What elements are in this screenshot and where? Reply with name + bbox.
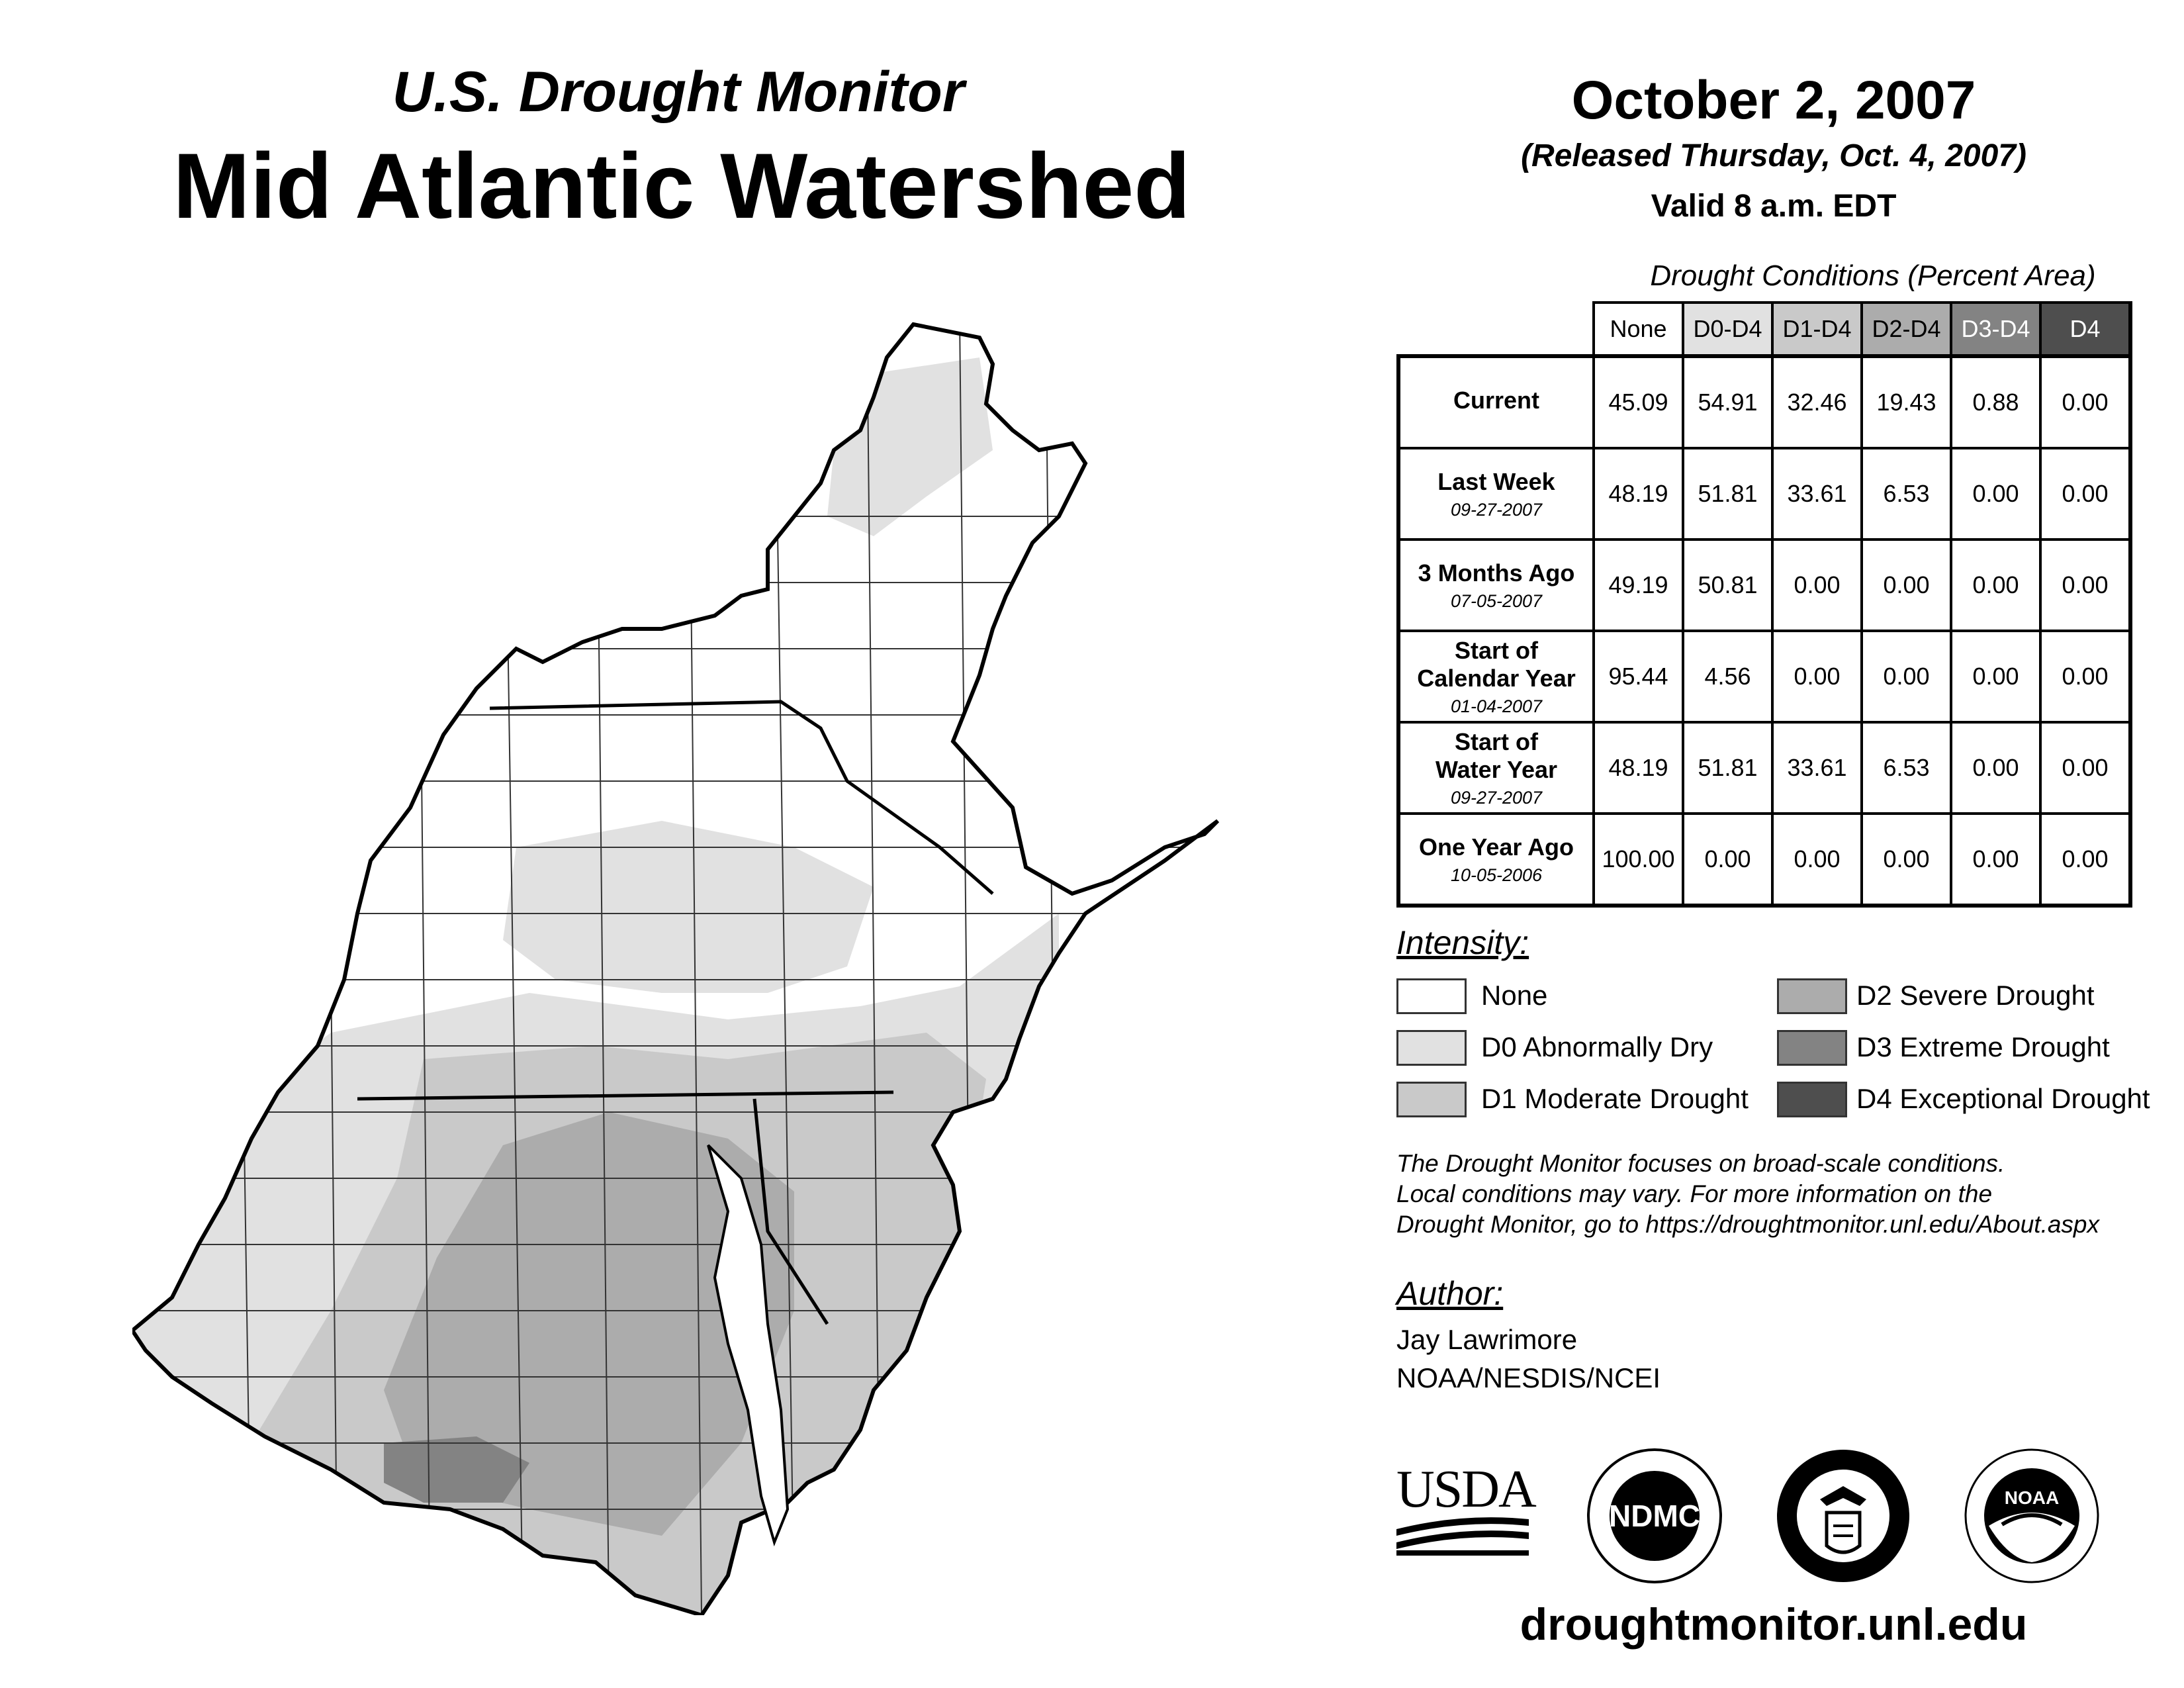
legend-label: None	[1481, 980, 1548, 1011]
noaa-logo	[1962, 1446, 2101, 1585]
commerce-logo	[1774, 1446, 1913, 1585]
legend-swatch-d1	[1396, 1082, 1467, 1117]
row-label-text: Last Week	[1437, 467, 1555, 495]
table-row	[1398, 631, 2130, 722]
table-cell: 0.00	[2040, 539, 2130, 631]
table-cell: 0.00	[1951, 448, 2040, 539]
table-cell: 0.00	[1862, 539, 1951, 631]
ndmc-logo-text: NDMC	[1609, 1499, 1700, 1533]
table-cell: 0.00	[1951, 539, 2040, 631]
noaa-logo-text: NOAA	[2004, 1487, 2060, 1508]
legend-label: D3 Extreme Drought	[1856, 1031, 2110, 1062]
legend-label: D0 Abnormally Dry	[1481, 1031, 1713, 1062]
disclaimer-note	[1396, 1149, 2164, 1240]
legend-swatch-d0	[1396, 1030, 1467, 1066]
table-cell: 19.43	[1862, 356, 1951, 448]
usda-logo-text: USDA	[1396, 1460, 1535, 1519]
row-date: 07-05-2007	[1450, 590, 1543, 611]
row-date: 09-27-2007	[1450, 499, 1543, 520]
table-cell: 33.61	[1772, 722, 1862, 814]
table-cell: 51.81	[1683, 448, 1772, 539]
table-cell: 0.88	[1951, 356, 2040, 448]
table-cell: 0.00	[1862, 631, 1951, 722]
legend-swatch-d4	[1777, 1082, 1847, 1117]
row-date: 01-04-2007	[1450, 696, 1543, 716]
table-cell: 0.00	[1772, 539, 1862, 631]
column-header: D2-D4	[1862, 303, 1951, 356]
row-label	[1398, 539, 1594, 631]
legend-swatch-none	[1396, 978, 1467, 1014]
table-corner	[1398, 303, 1594, 356]
row-label-text: Current	[1453, 387, 1539, 414]
table-cell: 0.00	[2040, 356, 2130, 448]
table-cell: 0.00	[2040, 722, 2130, 814]
table-cell: 0.00	[1951, 814, 2040, 906]
column-header: D4	[2040, 303, 2130, 356]
column-header: D0-D4	[1683, 303, 1772, 356]
legend-label: D2 Severe Drought	[1856, 980, 2095, 1011]
row-label	[1398, 722, 1594, 814]
table-cell: 33.61	[1772, 448, 1862, 539]
table-cell: 0.00	[2040, 448, 2130, 539]
drought-map	[132, 318, 1257, 1615]
table-cell: 0.00	[1772, 814, 1862, 906]
table-row	[1398, 448, 2130, 539]
ndmc-logo	[1585, 1446, 1724, 1585]
table-cell: 49.19	[1594, 539, 1683, 631]
release-date: (Released Thursday, Oct. 4, 2007)	[1521, 138, 2026, 173]
row-date: 09-27-2007	[1450, 787, 1543, 808]
column-header: D1-D4	[1772, 303, 1862, 356]
table-cell: 0.00	[1862, 814, 1951, 906]
usda-logo	[1396, 1460, 1535, 1556]
row-date: 10-05-2006	[1450, 865, 1543, 885]
legend-swatch-d3	[1777, 1030, 1847, 1066]
commerce-seal-icon	[1774, 1446, 1913, 1585]
table-row	[1398, 356, 2130, 448]
author-org: NOAA/NESDIS/NCEI	[1396, 1362, 1661, 1393]
author-heading: Author:	[1396, 1275, 1504, 1312]
table-cell: 50.81	[1683, 539, 1772, 631]
table-cell: 0.00	[1951, 722, 2040, 814]
table-cell: 32.46	[1772, 356, 1862, 448]
map-date: October 2, 2007	[1571, 70, 1976, 130]
table-cell: 6.53	[1862, 722, 1951, 814]
note-line: Drought Monitor, go to https://droughtmonitor.unl.edu/About.aspx	[1396, 1211, 2099, 1238]
table-row	[1398, 722, 2130, 814]
table-cell: 95.44	[1594, 631, 1683, 722]
row-label-text: One Year Ago	[1418, 833, 1574, 861]
note-line: The Drought Monitor focuses on broad-scale conditions.	[1396, 1150, 2005, 1177]
table-cell: 4.56	[1683, 631, 1772, 722]
row-label	[1398, 814, 1594, 906]
table-row	[1398, 539, 2130, 631]
table-cell: 0.00	[1772, 631, 1862, 722]
usda-wave-icon	[1396, 1516, 1529, 1556]
table-cell: 0.00	[2040, 814, 2130, 906]
note-line: Local conditions may vary. For more information on the	[1396, 1180, 1993, 1207]
drought-conditions-table	[1396, 301, 2132, 908]
row-label	[1398, 356, 1594, 448]
table-cell: 0.00	[2040, 631, 2130, 722]
row-label-text: Start of Calendar Year	[1417, 636, 1576, 692]
row-label-text: Start of Water Year	[1435, 727, 1558, 783]
legend-label: D1 Moderate Drought	[1481, 1083, 1749, 1114]
footer-url[interactable]: droughtmonitor.unl.edu	[1520, 1599, 2028, 1650]
author-name: Jay Lawrimore	[1396, 1324, 1578, 1355]
subtitle: U.S. Drought Monitor	[392, 60, 965, 124]
page-title: Mid Atlantic Watershed	[173, 134, 1191, 238]
table-cell: 0.00	[1951, 631, 2040, 722]
legend-heading: Intensity:	[1396, 924, 1529, 961]
table-cell: 48.19	[1594, 722, 1683, 814]
table-cell: 48.19	[1594, 448, 1683, 539]
table-cell: 51.81	[1683, 722, 1772, 814]
row-label	[1398, 631, 1594, 722]
table-cell: 0.00	[1683, 814, 1772, 906]
legend-swatch-d2	[1777, 978, 1847, 1014]
table-cell: 54.91	[1683, 356, 1772, 448]
valid-time: Valid 8 a.m. EDT	[1651, 189, 1897, 224]
noaa-seal-icon	[1962, 1446, 2101, 1585]
table-cell: 45.09	[1594, 356, 1683, 448]
table-caption: Drought Conditions (Percent Area)	[1650, 259, 2096, 292]
legend-label: D4 Exceptional Drought	[1856, 1083, 2150, 1114]
row-label	[1398, 448, 1594, 539]
column-header: None	[1594, 303, 1683, 356]
row-label-text: 3 Months Ago	[1418, 559, 1575, 586]
table-row	[1398, 814, 2130, 906]
table-cell: 6.53	[1862, 448, 1951, 539]
column-header: D3-D4	[1951, 303, 2040, 356]
table-cell: 100.00	[1594, 814, 1683, 906]
